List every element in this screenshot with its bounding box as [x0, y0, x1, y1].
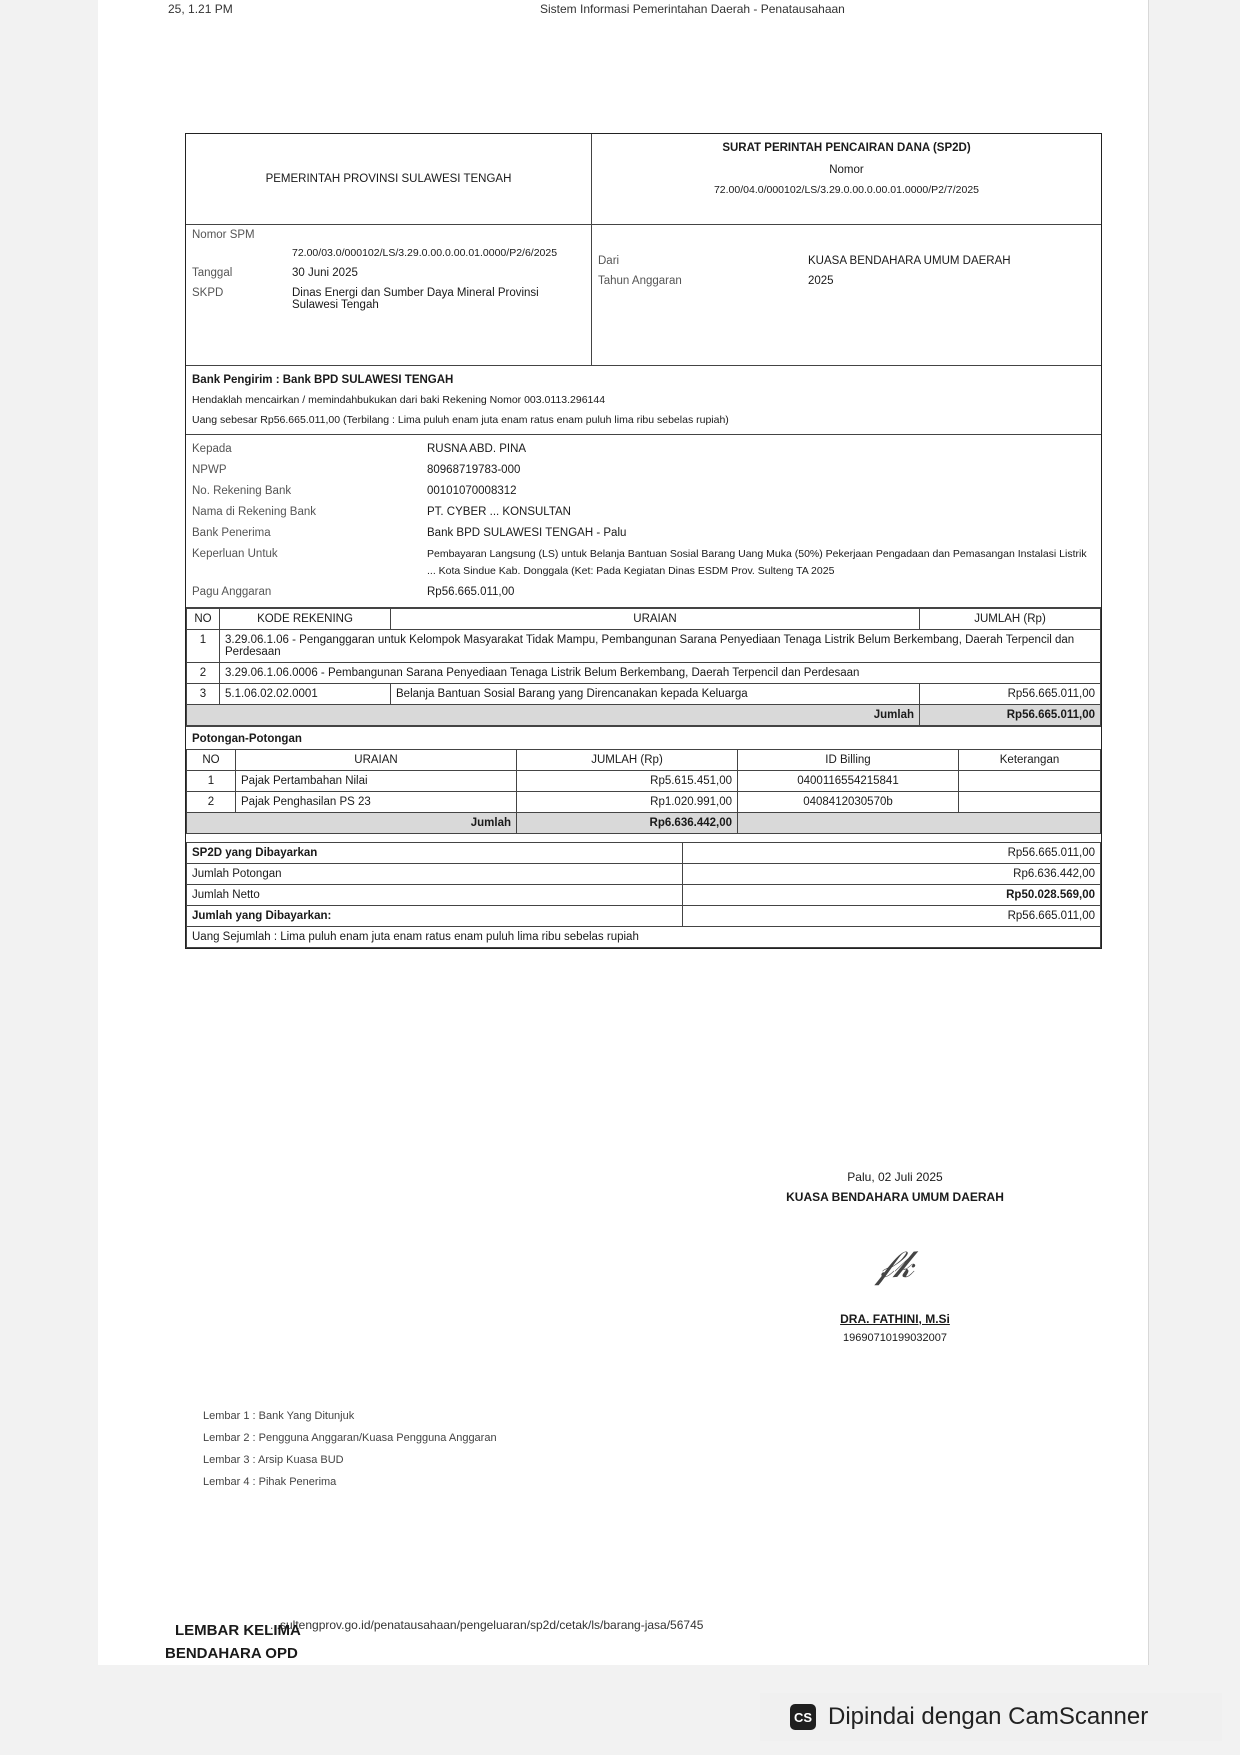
- signer-nip: 19690710199032007: [842, 1332, 947, 1344]
- table-row: 3 5.1.06.02.02.0001 Belanja Bantuan Sosial Barang yang Direncanakan kepada Keluarga Rp56.665.011,00: [187, 684, 1101, 705]
- print-time: 25, 1.21 PM: [168, 2, 233, 16]
- signer-name: DRA. FATHINI, M.Si: [840, 1312, 950, 1326]
- list-item: Lembar 4 : Pihak Penerima: [203, 1476, 337, 1488]
- penerima-section: [186, 435, 1101, 608]
- list-item: Lembar 1 : Bank Yang Ditunjuk: [203, 1410, 355, 1422]
- penerima-row: Bank Penerima Bank BPD SULAWESI TENGAH - Palu: [192, 527, 627, 539]
- system-title: Sistem Informasi Pemerintahan Daerah - Penatausahaan: [540, 2, 845, 16]
- signer-role: KUASA BENDAHARA UMUM DAERAH: [786, 1190, 1004, 1204]
- camscanner-text: Dipindai dengan CamScanner: [828, 1703, 1149, 1730]
- col-jumlah: JUMLAH (Rp): [920, 609, 1101, 630]
- spm-section: [186, 225, 1101, 366]
- doc-header: [186, 134, 1101, 225]
- table-row: 1 3.29.06.1.06 - Penganggaran untuk Kelompok Masyarakat Tidak Mampu, Pembangunan Sarana Penyediaan Tenaga Listrik Belum Berkembang, Daerah Terpencil dan Perdesaan: [187, 630, 1101, 663]
- summary-row: SP2D yang Dibayarkan Rp56.665.011,00: [187, 843, 1101, 864]
- lembar-kelima-stamp: LEMBAR KELIMA: [175, 1622, 301, 1639]
- table-row: 1 Pajak Pertambahan Nilai Rp5.615.451,00 0400116554215841: [187, 771, 1101, 792]
- col-kode-rekening: KODE REKENING: [220, 609, 391, 630]
- potongan-table: NO URAIAN JUMLAH (Rp) ID Billing Keterangan 1 Pajak Pertambahan Nilai Rp5.615.451,00 0400116554215841 2 Pajak Penghasilan PS 23 Rp1.020.991,00 0408412030570b Jumlah Rp6.636.442,00: [186, 749, 1101, 834]
- dari-value: KUASA BENDAHARA UMUM DAERAH: [808, 255, 1011, 267]
- nomor-label: Nomor: [829, 164, 864, 176]
- footer-url: ...sultengprov.go.id/penatausahaan/pengeluaran/sp2d/cetak/ls/barang-jasa/56745: [270, 1618, 704, 1632]
- penerima-row: Kepada RUSNA ABD. PINA: [192, 443, 527, 455]
- summary-row: Jumlah yang Dibayarkan: Rp56.665.011,00: [187, 906, 1101, 927]
- rekening-table: [186, 608, 1101, 726]
- penerima-row: No. Rekening Bank 00101070008312: [192, 485, 517, 497]
- tanggal-label: Tanggal: [192, 267, 233, 279]
- header-right: [591, 134, 1101, 224]
- bank-pengirim: Bank Pengirim : Bank BPD SULAWESI TENGAH: [192, 374, 454, 386]
- skpd-label: SKPD: [192, 287, 224, 299]
- nomor-spm-label: Nomor SPM: [192, 229, 255, 241]
- rekening-total-row: [187, 705, 1101, 726]
- tanggal-value: 30 Juni 2025: [292, 267, 358, 279]
- spm-left: [186, 225, 591, 365]
- summary-table: [186, 842, 1101, 948]
- penerima-row: NPWP 80968719783-000: [192, 464, 521, 476]
- terbilang-text: Uang Sejumlah : Lima puluh enam juta enam ratus enam puluh lima ribu sebelas rupiah: [187, 927, 1101, 948]
- hendaklah-text: Hendaklah mencairkan / memindahbukukan dari baki Rekening Nomor 003.0113.296144: [192, 394, 606, 406]
- copy-distribution: [203, 1405, 497, 1493]
- nomor-value: 72.00/04.0/000102/LS/3.29.0.00.0.00.01.0000/P2/7/2025: [713, 184, 980, 196]
- bank-section: [186, 366, 1101, 435]
- table-row: 2 Pajak Penghasilan PS 23 Rp1.020.991,00 0408412030570b: [187, 792, 1101, 813]
- col-uraian: URAIAN: [391, 609, 920, 630]
- sp2d-title: SURAT PERINTAH PENCAIRAN DANA (SP2D): [722, 142, 971, 154]
- penerima-row: Pagu Anggaran Rp56.665.011,00: [192, 586, 515, 598]
- dari-label: Dari: [598, 255, 620, 267]
- potongan-title: Potongan-Potongan: [186, 726, 1101, 749]
- skpd-value: Dinas Energi dan Sumber Daya Mineral Provinsi Sulawesi Tengah: [292, 287, 539, 311]
- col-no: NO: [187, 609, 220, 630]
- jumlah-label: Jumlah: [187, 705, 920, 726]
- sp2d-document: [185, 133, 1102, 949]
- signature-block: [760, 1170, 1030, 1344]
- spm-right: [591, 225, 1101, 365]
- camscanner-watermark: [760, 1693, 1222, 1741]
- signature-mark: 𝒻𝓀: [876, 1242, 914, 1286]
- list-item: Lembar 3 : Arsip Kuasa BUD: [203, 1454, 344, 1466]
- penerima-row: Keperluan Untuk Pembayaran Langsung (LS) untuk Belanja Bantuan Sosial Barang Uang Muka (50%) Pekerjaan Pengadaan dan Pemasangan Instalasi Listrik ... Kota Sindue Kab. Donggala (Ket: Pada Kegiatan Dinas ESDM Prov. Sulteng TA 2025: [192, 548, 1087, 577]
- potongan-total-row: Jumlah Rp6.636.442,00: [187, 813, 1101, 834]
- government-title: PEMERINTAH PROVINSI SULAWESI TENGAH: [265, 173, 512, 185]
- nomor-spm-value: 72.00/03.0/000102/LS/3.29.0.00.0.00.01.0000/P2/6/2025: [292, 247, 558, 259]
- header-left: [186, 134, 591, 224]
- table-row: 2 3.29.06.1.06.0006 - Pembangunan Sarana Penyediaan Tenaga Listrik Belum Berkembang, Daerah Terpencil dan Perdesaan: [187, 663, 1101, 684]
- penerima-row: Nama di Rekening Bank PT. CYBER ... KONSULTAN: [192, 506, 571, 518]
- summary-row: Jumlah Netto Rp50.028.569,00: [187, 885, 1101, 906]
- place-date: Palu, 02 Juli 2025: [847, 1170, 943, 1184]
- jumlah-value: Rp56.665.011,00: [920, 705, 1101, 726]
- terbilang-row: [187, 927, 1101, 948]
- bendahara-stamp: BENDAHARA OPD: [165, 1645, 298, 1662]
- tahun-label: Tahun Anggaran: [598, 275, 682, 287]
- tahun-value: 2025: [808, 275, 834, 287]
- camscanner-icon: CS: [790, 1704, 816, 1730]
- uang-sebesar-text: Uang sebesar Rp56.665.011,00 (Terbilang : Lima puluh enam juta enam ratus enam puluh lima ribu sebelas rupiah): [192, 414, 729, 426]
- list-item: Lembar 2 : Pengguna Anggaran/Kuasa Pengguna Anggaran: [203, 1432, 497, 1444]
- summary-row: Jumlah Potongan Rp6.636.442,00: [187, 864, 1101, 885]
